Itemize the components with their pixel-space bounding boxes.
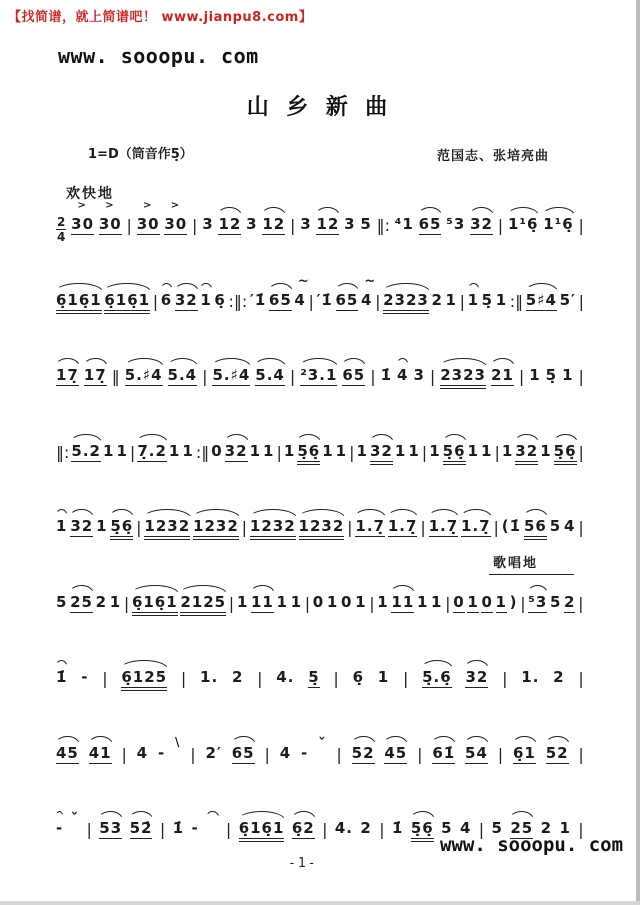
note-group: 1	[276, 592, 288, 611]
barline: |	[578, 744, 584, 764]
note-group: 5′	[559, 290, 576, 309]
note-group: 1.	[521, 668, 540, 686]
note-group: 5̣6̣	[554, 443, 577, 465]
tie-arc	[206, 820, 218, 837]
note-group: 3	[202, 215, 214, 233]
note-group: 5̣.6̣	[422, 669, 452, 688]
note-group: 5̣	[481, 290, 494, 309]
note-group: 1	[263, 441, 275, 460]
barline: |	[190, 744, 196, 764]
note-group: 2	[95, 592, 108, 611]
barline: |	[276, 442, 282, 462]
barline: |	[420, 518, 426, 537]
note-group: 2	[564, 594, 575, 613]
composer-credit: 范国志、张培亮曲	[437, 148, 550, 163]
note-group: 5.♯4	[212, 367, 250, 386]
note-group: 1	[377, 668, 390, 686]
barline: |	[578, 291, 584, 311]
note-group: 1	[249, 441, 261, 460]
note-group: 5̣6̣	[110, 518, 133, 540]
note-group: 5̣	[545, 366, 558, 384]
note-group: 1	[445, 290, 457, 309]
note-group: 1	[408, 441, 420, 460]
note-group: 1.7̣	[388, 518, 418, 537]
barline: |	[257, 669, 263, 688]
note-group: 65	[232, 745, 255, 764]
barline: |	[126, 216, 132, 235]
barline: |	[304, 593, 311, 613]
note-group: -	[56, 819, 64, 837]
note-group: 0	[453, 594, 464, 613]
note-group: 4	[279, 743, 292, 762]
note-group: 6̣16̣1	[132, 594, 178, 616]
barline: |	[445, 593, 451, 613]
note-group: 52	[546, 745, 569, 764]
note-group: 2323	[440, 367, 486, 389]
note-group: 5.4	[255, 367, 285, 386]
note-group: 3	[413, 366, 425, 384]
barline: |	[493, 518, 499, 537]
note-group: 32	[370, 443, 393, 465]
jianpu8-banner: 【找简谱，就上简谱吧！ www.jianpu8.com】	[8, 10, 313, 25]
note-group: 2	[540, 819, 553, 837]
note-group: 1	[56, 517, 68, 535]
note-group: 11	[391, 594, 414, 613]
barline: |	[478, 820, 485, 839]
note-group: 5	[491, 819, 503, 837]
note-group: 1	[467, 594, 478, 613]
note-group: 2	[231, 668, 244, 686]
note-group: (1̇	[501, 517, 522, 535]
barline: :‖:	[228, 291, 248, 311]
note-group: 4	[459, 819, 472, 837]
barline: |	[180, 669, 187, 688]
note-group: 2323	[383, 292, 429, 314]
note-group: 5̣6̣	[443, 443, 466, 465]
note-group: 1.7̣	[461, 518, 491, 537]
barline: |	[417, 744, 423, 764]
note-group: 52̇	[130, 820, 153, 839]
note-group: 17̣	[84, 367, 107, 386]
note-group: 53	[99, 820, 122, 839]
barline: |	[402, 669, 409, 688]
expression-annotation: 歌唱地	[489, 552, 574, 575]
barline: |	[225, 820, 232, 839]
note-group: 32	[70, 518, 93, 537]
barline: |	[497, 744, 504, 764]
note-group: 1232	[250, 518, 296, 540]
note-group: ²3.1	[300, 367, 337, 386]
barline: |	[578, 442, 584, 462]
note-group: 65	[336, 292, 359, 311]
note-group: 7̣.2	[137, 443, 167, 462]
note-group: 1	[480, 441, 493, 460]
note-group: 1¹6̣	[543, 215, 574, 233]
note-group: 1	[103, 441, 115, 460]
note-group: 6̣2	[292, 820, 315, 839]
note-group: 30 >	[137, 216, 160, 235]
note-group: 65	[419, 216, 442, 235]
note-group: 0	[481, 594, 492, 613]
note-group: 4	[136, 743, 149, 762]
note-group: 2125	[180, 594, 226, 616]
note-group: 1̇	[392, 819, 404, 837]
time-signature: 2 4	[57, 215, 66, 244]
note-group: ⁴1	[394, 215, 414, 233]
note-group: 1	[355, 592, 367, 611]
barline: |	[578, 593, 584, 613]
note-group: 5	[360, 215, 372, 233]
note-group: 1.7̣	[355, 518, 385, 537]
barline: |	[369, 593, 375, 613]
note-group: 5	[549, 517, 562, 535]
note-group: 1̇	[56, 668, 68, 686]
barline: |	[121, 744, 127, 764]
note-group: 5	[441, 819, 453, 837]
note-group: 1	[109, 592, 122, 611]
note-group: 5	[56, 592, 68, 611]
note-group: 3	[246, 215, 258, 233]
note-group: -	[81, 668, 89, 686]
note-group: 0	[312, 592, 325, 611]
note-group: 1	[559, 819, 571, 837]
note-group: 1232	[299, 518, 345, 540]
note-group: 1232	[193, 518, 239, 540]
note-group: 1.7̣	[429, 518, 459, 537]
note-group: 1¹6̣	[507, 215, 539, 233]
note-group: 61̇	[432, 745, 455, 764]
score-line-8	[56, 729, 584, 805]
note-group: 1	[283, 441, 296, 460]
scan-edge-bottom	[0, 901, 640, 905]
note-group: 1	[236, 592, 249, 611]
note-group: 3	[300, 215, 312, 233]
score-line-6	[56, 578, 584, 654]
barline: |	[429, 367, 436, 386]
note-group: 5̣	[308, 669, 319, 688]
note-group: -	[300, 743, 309, 762]
note-group: 4 ~	[361, 292, 372, 309]
song-title: 山 乡 新 曲	[246, 94, 394, 119]
note-group: 4.	[276, 668, 295, 686]
note-group: 12	[316, 216, 339, 235]
barline: |	[152, 291, 159, 311]
note-group: 1	[495, 290, 508, 309]
barline: |	[578, 216, 584, 235]
note-group: 1̇	[380, 366, 393, 384]
note-group: 0	[341, 592, 353, 611]
note-group: 45	[56, 745, 79, 764]
barline: |	[578, 367, 584, 386]
note-group: 5.♯4	[125, 367, 163, 386]
note-group: 2	[360, 819, 372, 837]
barline: |	[159, 820, 166, 839]
note-group: 1	[356, 441, 368, 460]
note-group: 4 ~	[294, 292, 305, 309]
note-group: 1232	[144, 518, 190, 540]
note-group: 32	[225, 443, 248, 462]
note-group: 5	[549, 592, 562, 611]
note-group: 5̣6̣	[297, 443, 320, 465]
note-group: 1	[116, 441, 128, 460]
note-group: 1	[168, 441, 181, 460]
barline: |	[578, 518, 584, 537]
barline: |	[289, 367, 296, 386]
barline: ‖:	[376, 216, 390, 235]
barline: |	[290, 216, 296, 235]
note-group: 6̣	[214, 290, 226, 309]
note-group: 1	[540, 441, 552, 460]
note-group: 1	[290, 592, 303, 611]
barline: :‖	[509, 291, 524, 311]
note-group: 1	[416, 592, 429, 611]
barline: |	[347, 518, 353, 537]
barline: |	[578, 669, 584, 688]
note-group: 1	[467, 441, 479, 460]
barline: |	[349, 442, 355, 462]
note-group: ′1̇	[249, 290, 267, 309]
note-group: 0	[211, 441, 223, 460]
note-group: 1	[529, 366, 541, 384]
barline: |	[370, 367, 376, 386]
note-group: )	[509, 592, 518, 611]
note-group: 45	[384, 745, 407, 764]
barline: |	[241, 518, 248, 537]
barline: |	[578, 820, 584, 839]
score-line-3	[56, 351, 584, 427]
barline: |	[136, 518, 142, 537]
note-group: 1	[200, 290, 212, 309]
note-group: 2	[431, 290, 443, 309]
note-group: ′1̇	[316, 290, 333, 309]
note-group: 52	[352, 745, 375, 764]
note-group: 1	[335, 441, 348, 460]
note-group: 1.	[200, 668, 219, 686]
note-group: 30 >	[71, 216, 94, 235]
note-group: 6̣1	[513, 745, 536, 764]
barline: |	[86, 820, 92, 839]
note-group: 6̣16̣1	[239, 820, 285, 842]
barline: |	[375, 291, 381, 311]
note-group: 54	[465, 745, 488, 764]
note-group: 5♯4	[526, 292, 557, 311]
score-line-2	[56, 276, 584, 352]
note-group: 1	[496, 594, 507, 613]
note-group: 32	[465, 669, 488, 688]
score	[56, 200, 584, 880]
note-group: 32	[175, 292, 198, 311]
barline: |	[518, 367, 525, 386]
note-group: 12	[218, 216, 241, 235]
note-group: 21	[491, 367, 514, 386]
page-number: -1-	[288, 856, 318, 871]
watermark-top: www. sooopu. com	[58, 44, 259, 68]
barline: |	[336, 744, 342, 764]
note-group: 11	[251, 594, 274, 613]
barline: |	[102, 669, 108, 688]
note-group: 1	[562, 366, 574, 384]
barline: |	[494, 442, 500, 462]
note-group: 32	[470, 216, 493, 235]
barline: ‖	[111, 367, 120, 386]
note-group: 6̣125	[121, 669, 167, 691]
note-group: 1	[429, 441, 441, 460]
barline: |	[322, 820, 328, 839]
barline: |	[421, 442, 428, 462]
score-line-1	[56, 200, 584, 276]
note-group: 1	[394, 441, 407, 460]
score-line-4	[56, 427, 584, 503]
barline: |	[192, 216, 198, 235]
barline: :‖	[195, 442, 210, 462]
note-group: 1	[501, 441, 514, 460]
note-group: 30 >	[99, 216, 122, 235]
note-group: 3	[344, 215, 356, 233]
note-group: 12	[262, 216, 285, 235]
tempo-marking: 欢快地	[66, 187, 114, 202]
barline: |	[228, 593, 235, 613]
note-group: 5.4	[168, 367, 198, 386]
note-group: 65	[342, 367, 365, 386]
note-group: 6̣16̣1	[56, 292, 102, 314]
breath-mark: ˇ	[318, 734, 327, 753]
note-group: 1	[377, 592, 389, 611]
note-group: 4	[564, 517, 576, 535]
breath-mark: ˇ	[70, 810, 80, 828]
note-group: 4.	[334, 819, 354, 837]
note-group: 25	[70, 594, 93, 613]
note-group: 17̣	[56, 367, 79, 386]
note-group: 1̇	[172, 819, 185, 837]
barline: |	[333, 669, 339, 688]
note-group: 1	[182, 441, 194, 460]
note-group: 5.2	[71, 443, 101, 462]
note-group: 6̣	[352, 668, 364, 686]
barline: |	[502, 669, 508, 688]
note-group: 4	[397, 366, 409, 384]
barline: |	[129, 442, 136, 462]
note-group: 6	[160, 290, 173, 309]
note-group: 5̣6̣	[411, 820, 434, 842]
barline: ‖:	[56, 442, 70, 462]
barline: |	[264, 744, 270, 764]
note-group: ⁵3	[446, 215, 466, 233]
note-group: 1	[96, 517, 108, 535]
barline: |	[520, 593, 526, 613]
note-group: 32	[515, 443, 538, 465]
note-group: 65	[269, 292, 292, 311]
note-group: 1	[467, 290, 480, 309]
note-group: -	[191, 819, 199, 837]
key-signature: 1=D（筒音作5̣）	[88, 147, 193, 162]
note-group: 2	[553, 668, 565, 686]
barline: |	[123, 593, 130, 613]
note-group: 25	[510, 820, 533, 839]
note-group: ⁵3	[528, 594, 547, 613]
barline: |	[459, 291, 465, 311]
note-group: 30 >	[164, 216, 187, 235]
note-group: 2′	[205, 743, 222, 762]
note-group: 1	[322, 441, 334, 460]
note-group: 41	[89, 745, 112, 764]
note-group: 6̣16̣1	[104, 292, 150, 314]
barline: |	[379, 820, 385, 839]
note-group: 1	[431, 592, 443, 611]
note-group: -	[157, 743, 166, 762]
barline: |	[497, 216, 504, 235]
caesura-mark: \	[175, 734, 181, 749]
scan-edge-right	[636, 0, 640, 905]
barline: |	[308, 291, 314, 311]
score-line-7	[56, 653, 584, 729]
barline: |	[202, 367, 208, 386]
watermark-bottom: www. sooopu. com	[440, 834, 624, 856]
note-group: 56	[524, 518, 547, 540]
note-group: 1	[326, 592, 339, 611]
